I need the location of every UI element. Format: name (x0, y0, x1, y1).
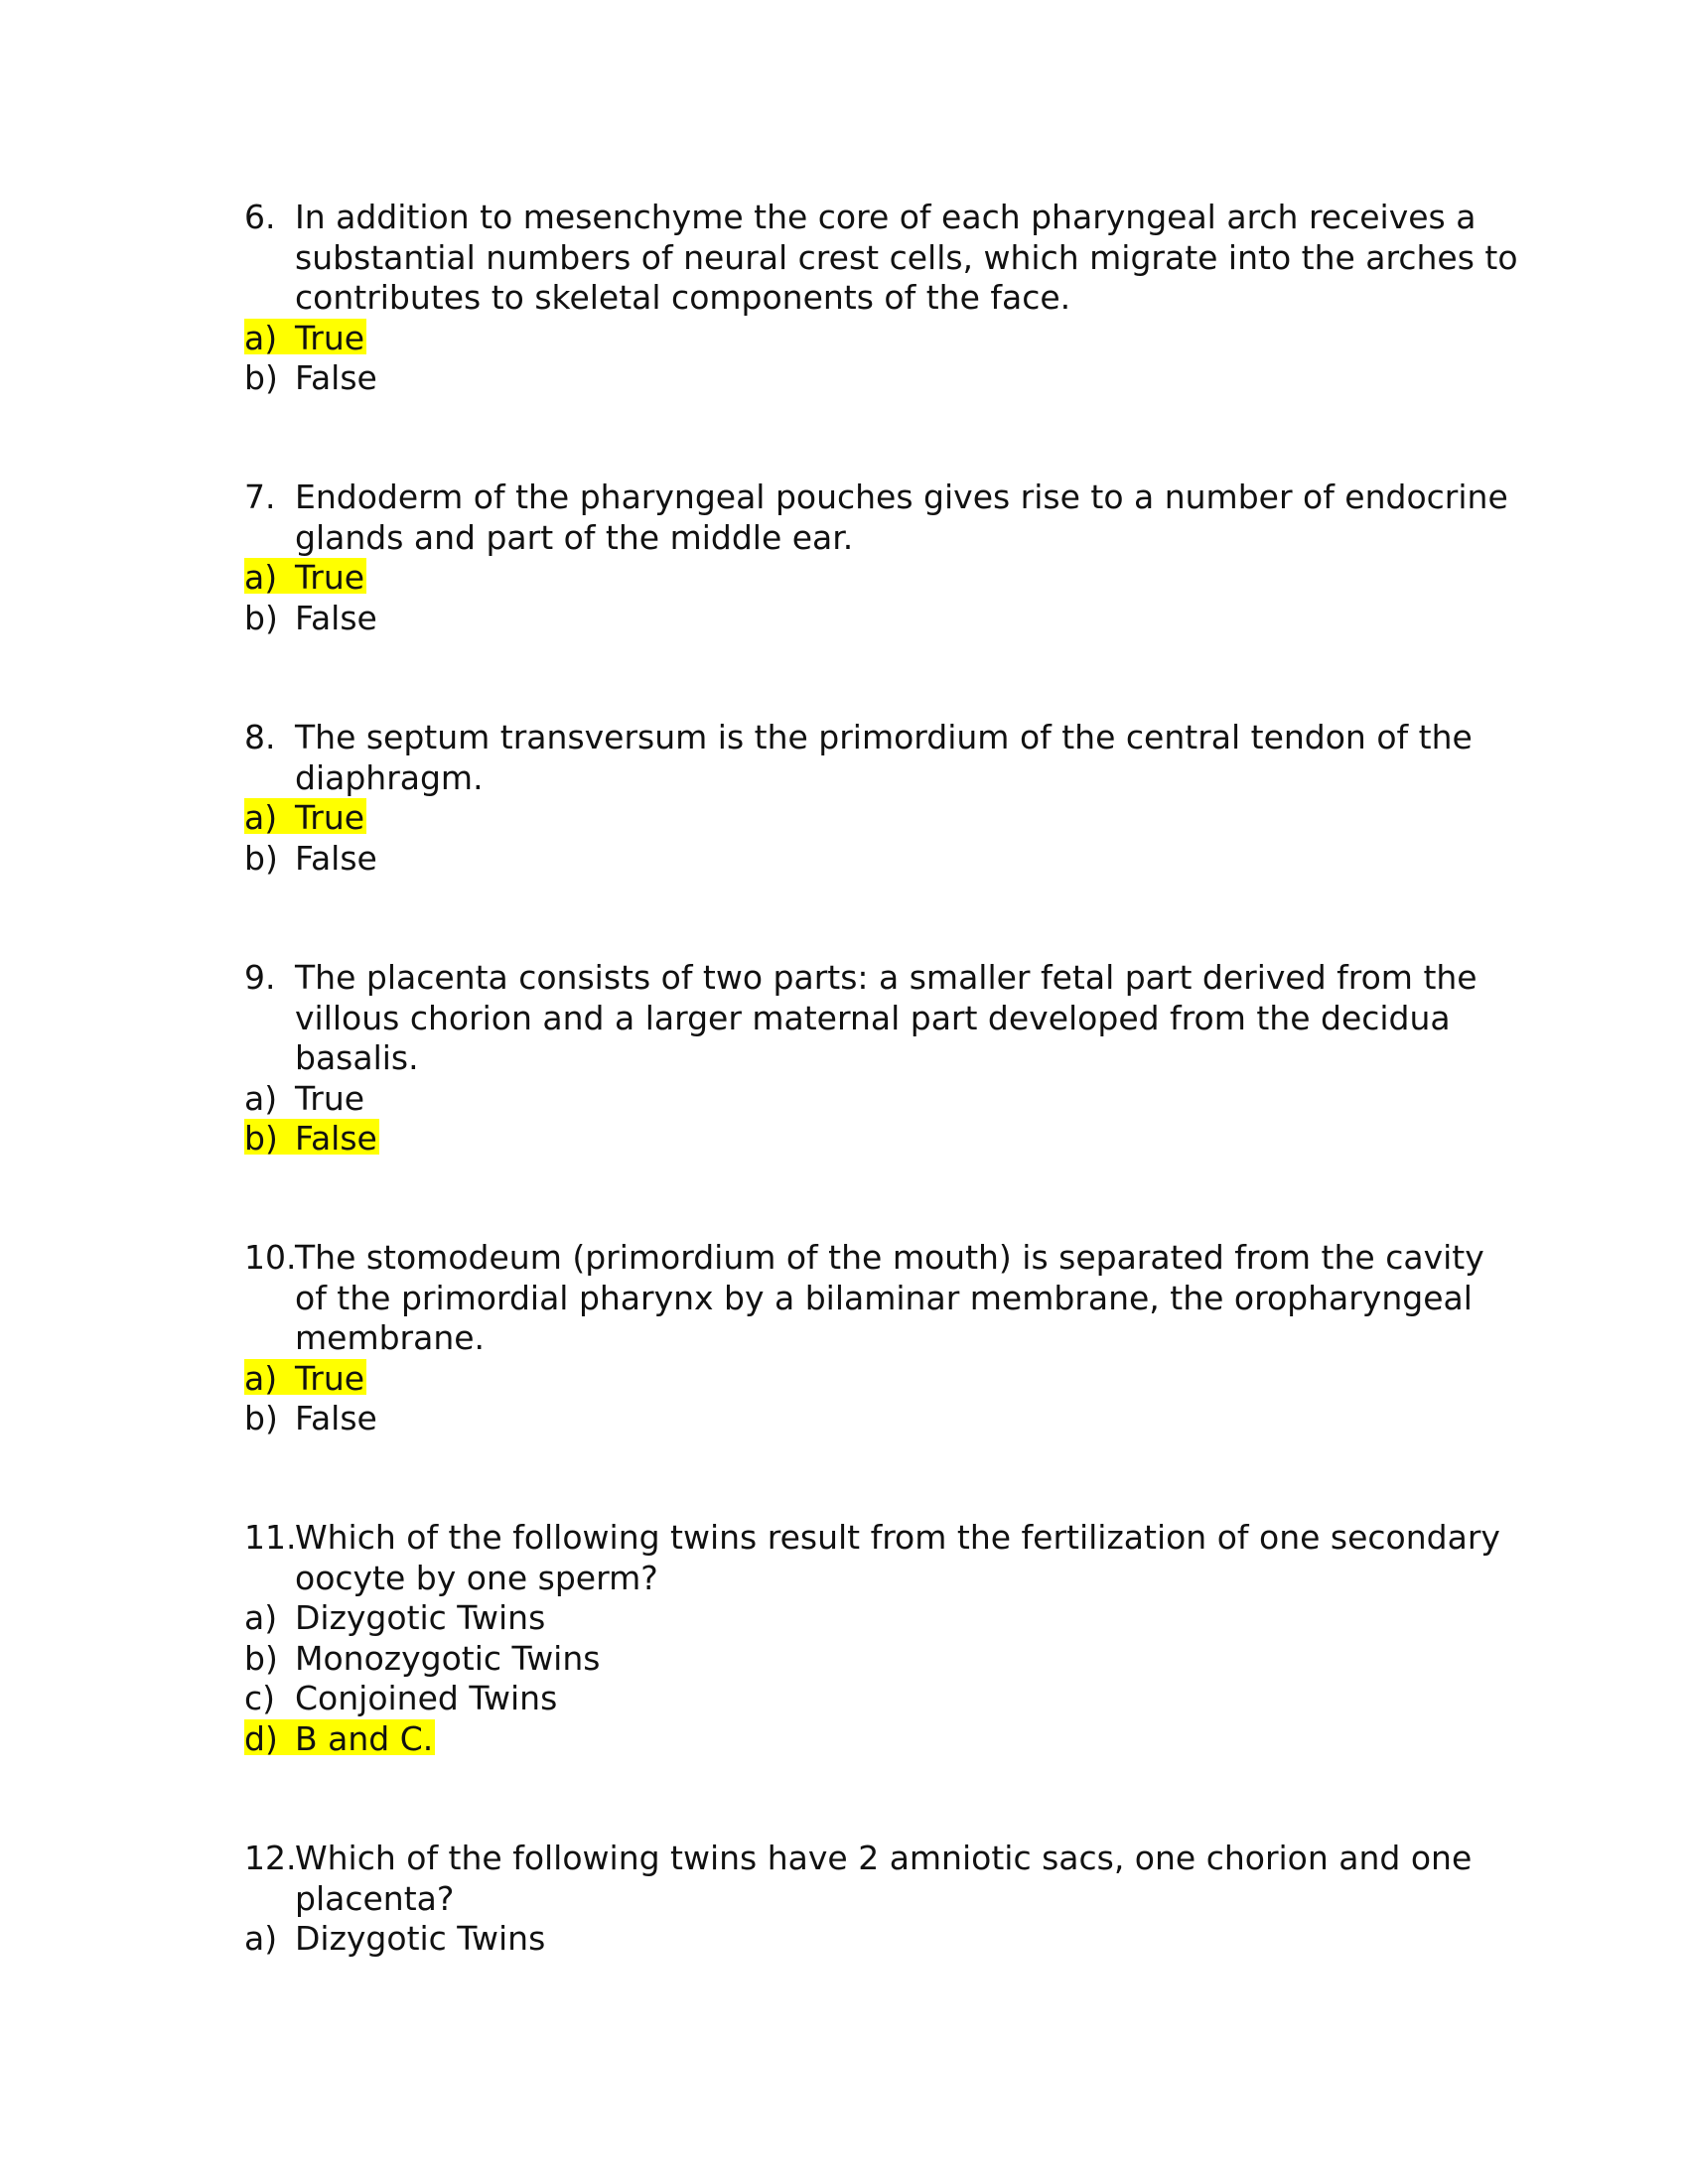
question-number: 11. (244, 1518, 297, 1557)
question-number: 9. (244, 958, 276, 997)
answer-option (244, 1119, 1495, 1160)
answer-option (244, 358, 1495, 399)
answer-option (244, 1359, 1495, 1400)
answer-option (244, 558, 1495, 599)
option-text: True (295, 798, 365, 837)
question-line (244, 518, 1495, 559)
option-body (244, 1358, 366, 1398)
option-text: False (295, 838, 377, 878)
answer-option (244, 1639, 1495, 1680)
option-letter: b) (244, 1399, 278, 1437)
question-line (244, 1879, 1495, 1920)
question-line (244, 1038, 1495, 1079)
option-body (244, 1638, 602, 1678)
question-line (244, 1279, 1495, 1319)
option-text: Conjoined Twins (295, 1679, 558, 1717)
option-text: False (295, 598, 377, 637)
question-text: membrane. (295, 1318, 486, 1357)
question-line (244, 478, 1508, 518)
question-line (244, 999, 1495, 1039)
question-text: of the primordial pharynx by a bilaminar membrane, the oropharyngeal (295, 1278, 1473, 1317)
option-body (244, 318, 366, 357)
option-letter: b) (244, 598, 278, 637)
option-letter: d) (244, 1718, 278, 1758)
question-number: 8. (244, 718, 276, 756)
option-text: Monozygotic Twins (295, 1638, 601, 1678)
question-text: basalis. (295, 1038, 419, 1077)
answer-option (244, 1679, 1495, 1719)
answer-option (244, 599, 1495, 639)
question-line (244, 1559, 1495, 1599)
question-number: 7. (244, 478, 276, 516)
option-letter: a) (244, 558, 278, 597)
option-text: B and C. (295, 1718, 434, 1758)
question-text: Which of the following twins result from the fertilization of one secondary (295, 1518, 1500, 1557)
answer-option (244, 1399, 1495, 1439)
question-text: contributes to skeletal components of the face. (295, 278, 1071, 317)
option-letter: a) (244, 1078, 278, 1118)
answer-option (244, 1719, 1495, 1760)
answer-option (244, 839, 1495, 880)
question-line (244, 1318, 1495, 1359)
option-body (244, 1119, 379, 1158)
question-line (244, 278, 1495, 319)
option-text: True (295, 1078, 365, 1118)
question-text: substantial numbers of neural crest cells, which migrate into the arches to (295, 237, 1518, 277)
option-letter: b) (244, 838, 278, 878)
question-line (244, 718, 1495, 758)
question-line (244, 237, 1518, 279)
question-text: diaphragm. (295, 757, 484, 797)
question-text: placenta? (295, 1878, 455, 1918)
option-text: True (295, 558, 365, 597)
option-body (244, 798, 366, 837)
option-letter: b) (244, 1638, 278, 1678)
question-text: The stomodeum (primordium of the mouth) is separated from the cavity (295, 1238, 1484, 1277)
question-text: glands and part of the middle ear. (295, 517, 854, 557)
question-text: The placenta consists of two parts: a smaller fetal part derived from the (295, 958, 1477, 997)
option-body (244, 558, 366, 597)
option-body (244, 838, 379, 878)
option-text: True (295, 318, 365, 357)
option-body (244, 358, 379, 397)
option-text: True (295, 1358, 365, 1398)
option-body (244, 1718, 435, 1758)
answer-option (244, 798, 1495, 839)
option-text: False (295, 358, 377, 397)
option-letter: a) (244, 798, 278, 837)
option-letter: b) (244, 358, 278, 397)
question-text: Endoderm of the pharyngeal pouches gives rise to a number of endocrine (295, 478, 1508, 516)
option-letter: a) (244, 1598, 278, 1637)
question-line (244, 1839, 1495, 1879)
question-number: 10. (244, 1238, 297, 1277)
question-8 (244, 718, 1495, 879)
question-text: villous chorion and a larger maternal part developed from the decidua (295, 998, 1451, 1037)
answer-option (244, 1919, 1495, 1960)
question-number: 12. (244, 1839, 297, 1877)
question-7 (244, 478, 1508, 638)
question-11 (244, 1518, 1500, 1759)
option-body (244, 1598, 547, 1637)
question-9 (244, 958, 1495, 1160)
question-text: In addition to mesenchyme the core of each pharyngeal arch receives a (295, 198, 1477, 236)
question-line (244, 1518, 1500, 1559)
answer-option (244, 319, 1495, 359)
question-line (244, 1238, 1495, 1279)
option-letter: a) (244, 1919, 278, 1958)
answer-option (244, 1079, 1495, 1120)
option-letter: c) (244, 1679, 276, 1717)
option-text: Dizygotic Twins (295, 1919, 546, 1958)
question-12 (244, 1839, 1495, 1960)
question-line (244, 198, 1495, 238)
question-10 (244, 1238, 1495, 1439)
question-line (244, 958, 1495, 999)
answer-option (244, 1598, 1495, 1639)
option-body (244, 598, 379, 637)
question-text: Which of the following twins have 2 amniotic sacs, one chorion and one (295, 1839, 1473, 1877)
option-body (244, 1078, 366, 1118)
option-body (244, 1399, 379, 1437)
question-text: oocyte by one sperm? (295, 1558, 658, 1597)
option-letter: a) (244, 318, 278, 357)
question-text: The septum transversum is the primordium of the central tendon of the (295, 718, 1473, 756)
question-number: 6. (244, 198, 276, 236)
option-letter: b) (244, 1119, 278, 1158)
option-letter: a) (244, 1358, 278, 1398)
option-text: False (295, 1119, 377, 1158)
option-text: False (295, 1399, 377, 1437)
question-line (244, 758, 1495, 799)
option-body (244, 1919, 547, 1958)
option-text: Dizygotic Twins (295, 1598, 546, 1637)
question-6 (244, 198, 1518, 399)
option-body (244, 1679, 559, 1717)
